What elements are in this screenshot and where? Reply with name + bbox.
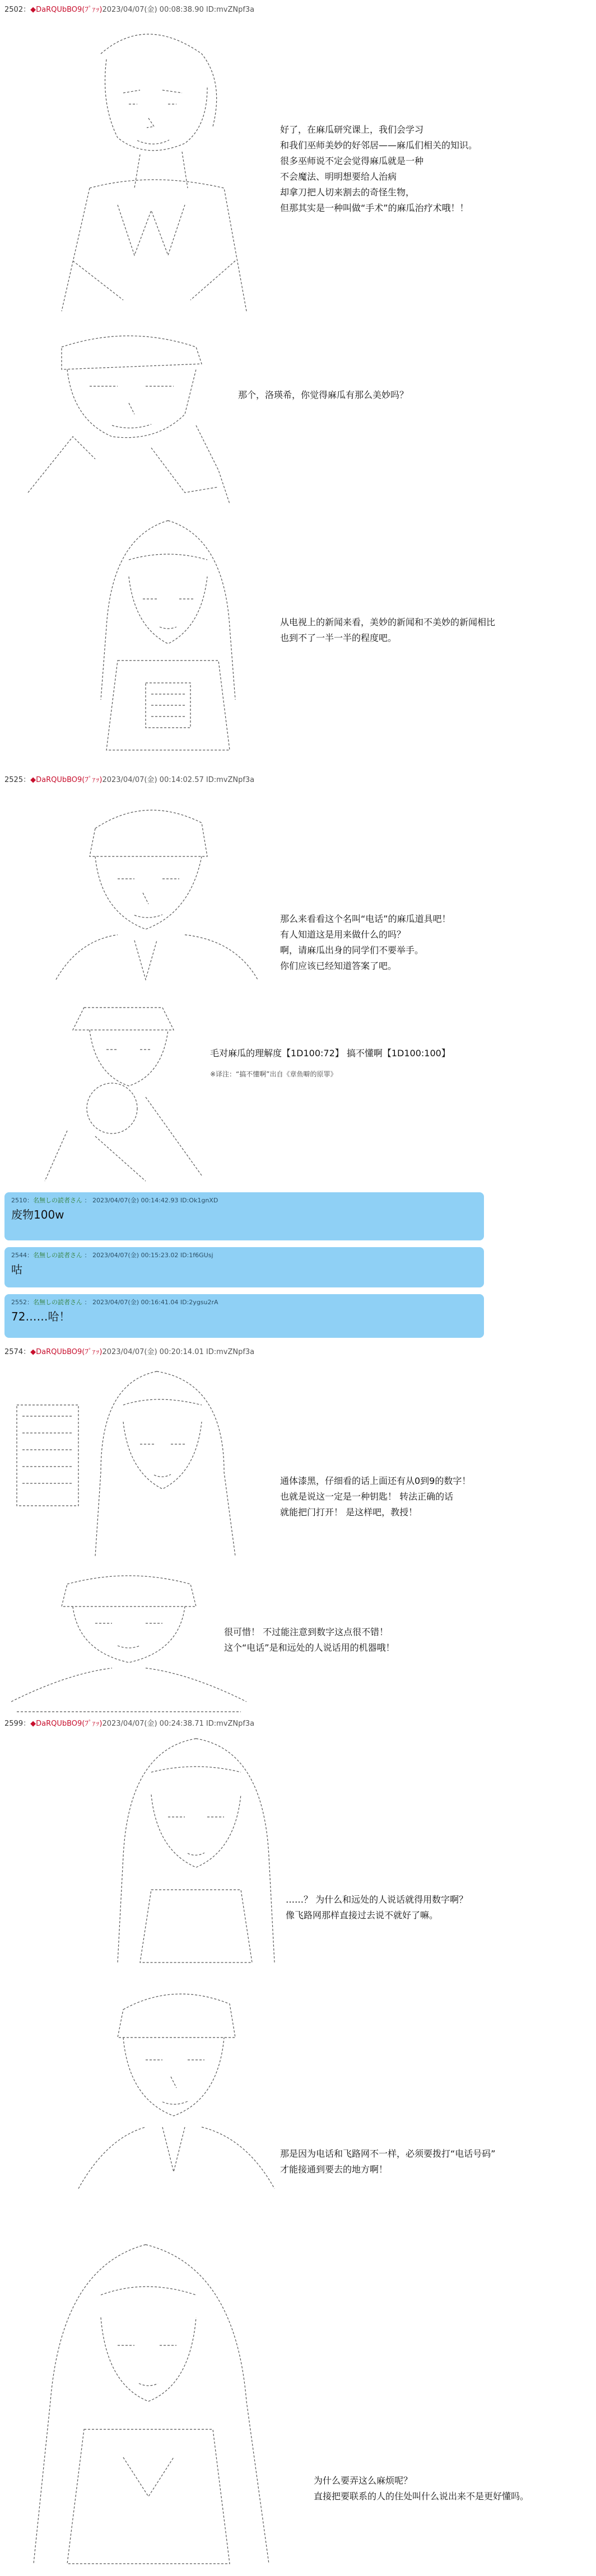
ascii-art-character: [56, 1982, 291, 2194]
poster-trip: ﾌﾟｧｯ): [85, 776, 103, 784]
post-datetime: 2023/04/07(金) 00:24:38.71: [102, 1720, 204, 1728]
reply-meta: 2552：名無しの読者さん ： 2023/04/07(金) 00:16:41.04 ID:2ygsu2rA: [11, 1299, 218, 1306]
ascii-art-character: [11, 1567, 246, 1713]
dialogue-line: 通体漆黑，仔细看的话上面还有从0到9的数字！: [280, 1476, 471, 1486]
post-header: 2574：◆DaRQUbBO9(ﾌﾟｧｯ)2023/04/07(金) 00:20:14.01 ID:mvZNpf3a: [4, 1348, 255, 1356]
post-datetime: 2023/04/07(金) 00:08:38.90: [102, 6, 204, 14]
dialogue-line: 像飞路网那样直接过去说不就好了嘛。: [286, 1910, 439, 1921]
dialogue-panel-5: [210, 1046, 450, 1061]
reply-meta: 2544：名無しの読者さん ： 2023/04/07(金) 00:15:23.02 ID:1f6GUsj: [11, 1252, 213, 1259]
post-id[interactable]: ID:mvZNpf3a: [206, 776, 255, 784]
dialogue-panel-3: [280, 615, 495, 646]
post-header: 2599：◆DaRQUbBO9(ﾌﾟｧｯ)2023/04/07(金) 00:24:38.71 ID:mvZNpf3a: [4, 1720, 255, 1728]
dialogue-panel-9: [280, 2146, 496, 2177]
dialogue-line: 有人知道这是用来做什么的吗？: [280, 929, 406, 940]
dialogue-panel-10: [314, 2473, 529, 2504]
reply-number[interactable]: 2544: [11, 1252, 27, 1259]
dialogue-line: 那个，洛瑛希，你觉得麻瓜有那么美妙吗？: [238, 390, 409, 400]
dialogue-panel-8: [286, 1892, 468, 1923]
reader-reply[interactable]: [4, 1294, 484, 1338]
dialogue-line: 也到不了一半一半的程度吧。: [280, 633, 397, 643]
ascii-art-character: [22, 20, 269, 322]
trip-diamond: ◆: [30, 6, 36, 14]
post-number[interactable]: 2525: [4, 776, 24, 784]
reply-datetime: 2023/04/07(金) 00:15:23.02: [92, 1252, 179, 1259]
dialogue-line: ……？ 为什么和远处的人说话就得用数字啊？: [286, 1894, 468, 1905]
dialogue-line: 好了，在麻瓜研究课上，我们会学习: [280, 124, 424, 135]
dialogue-line: 和我们巫师美妙的好邻居——麻瓜们相关的知识。: [280, 140, 478, 151]
post-header: 2502：◆DaRQUbBO9(ﾌﾟｧｯ)2023/04/07(金) 00:08:38.90 ID:mvZNpf3a: [4, 6, 255, 14]
dialogue-panel-4: [280, 911, 451, 974]
dialogue-panel-7: [224, 1624, 395, 1656]
poster-trip: ﾌﾟｧｯ): [85, 1348, 103, 1356]
dialogue-line: 就能把门打开！ 是这样吧，教授！: [280, 1507, 418, 1518]
poster-trip: ﾌﾟｧｯ): [85, 1720, 103, 1728]
post-number[interactable]: 2502: [4, 6, 24, 14]
post-datetime: 2023/04/07(金) 00:20:14.01: [102, 1348, 204, 1356]
poster-name: DaRQUbBO9(: [36, 1720, 85, 1728]
reply-text: 72……哈！: [11, 1310, 71, 1323]
reader-reply[interactable]: [4, 1192, 484, 1240]
dialogue-line: 也就是说这一定是一种钥匙！ 转法正确的话: [280, 1491, 454, 1502]
translator-note: ※译注：“搞不懂啊”出自《章鱼噼的原罪》: [210, 1070, 337, 1078]
ascii-art-character: [67, 1733, 325, 1968]
reply-datetime: 2023/04/07(金) 00:14:42.93: [92, 1197, 179, 1204]
post-number[interactable]: 2574: [4, 1348, 24, 1356]
dialogue-line: 那是因为电话和飞路网不一样，必须要拨打“电话号码”: [280, 2148, 496, 2159]
reply-id[interactable]: ID:2ygsu2rA: [180, 1299, 218, 1306]
ascii-art-character: [11, 2233, 302, 2569]
poster-trip: ﾌﾟｧｯ): [85, 6, 103, 14]
trip-diamond: ◆: [30, 776, 36, 784]
poster-name: DaRQUbBO9(: [36, 6, 85, 14]
dialogue-line: 你们应该已经知道答案了吧。: [280, 961, 397, 971]
dialogue-line: 为什么要弄这么麻烦呢？: [314, 2475, 413, 2486]
trip-diamond: ◆: [30, 1720, 36, 1728]
dialogue-line: 那么来看看这个名叫“电话”的麻瓜道具吧！: [280, 914, 451, 924]
ascii-art-character: [11, 1360, 258, 1562]
post-id[interactable]: ID:mvZNpf3a: [206, 6, 255, 14]
reply-text: 废物100w: [11, 1208, 64, 1221]
reply-number[interactable]: 2510: [11, 1197, 27, 1204]
dialogue-line: 这个“电话”是和远处的人说话用的机器哦！: [224, 1642, 395, 1653]
dialogue-line: 却拿刀把人切来割去的奇怪生物，: [280, 187, 415, 198]
dialogue-line: 才能接通到要去的地方啊！: [280, 2164, 388, 2175]
post-number[interactable]: 2599: [4, 1720, 24, 1728]
dialogue-line: 啊，请麻瓜出身的同学们不要举手。: [280, 945, 424, 956]
dialogue-panel-2: [238, 387, 408, 403]
poster-name: DaRQUbBO9(: [36, 1348, 85, 1356]
reply-number[interactable]: 2552: [11, 1299, 27, 1306]
dialogue-line: 毛对麻瓜的理解度【1D100:72】 搞不懂啊【1D100:100】: [210, 1048, 450, 1058]
ascii-art-character: [62, 515, 274, 767]
reply-name: 名無しの読者さん: [33, 1299, 82, 1306]
reply-id[interactable]: ID:1f6GUsj: [180, 1252, 213, 1259]
reply-name: 名無しの読者さん: [33, 1252, 82, 1259]
post-header: 2525：◆DaRQUbBO9(ﾌﾟｧｯ)2023/04/07(金) 00:14:02.57 ID:mvZNpf3a: [4, 776, 255, 784]
dialogue-line: 直接把要联系的人的住处叫什么说出来不是更好懂吗。: [314, 2491, 529, 2502]
reader-reply[interactable]: [4, 1247, 484, 1287]
dialogue-panel-6: [280, 1473, 471, 1520]
reply-text: 咕: [11, 1263, 22, 1276]
ascii-art-character: [34, 996, 213, 1187]
dialogue-line: 但那其实是一种叫做“手术”的麻瓜治疗术哦！！: [280, 203, 469, 213]
dialogue-line: 不会魔法、明明想要给人治病: [280, 171, 397, 182]
reply-meta: 2510：名無しの読者さん ： 2023/04/07(金) 00:14:42.93 ID:Ok1gnXD: [11, 1197, 218, 1204]
poster-name: DaRQUbBO9(: [36, 776, 85, 784]
post-id[interactable]: ID:mvZNpf3a: [206, 1720, 255, 1728]
trip-diamond: ◆: [30, 1348, 36, 1356]
dialogue-line: 很可惜！ 不过能注意到数字这点很不错！: [224, 1627, 389, 1637]
dialogue-line: 很多巫师说不定会觉得麻瓜就是一种: [280, 156, 424, 166]
post-id[interactable]: ID:mvZNpf3a: [206, 1348, 255, 1356]
ascii-art-character: [34, 795, 269, 985]
dialogue-line: 从电视上的新闻来看，美妙的新闻和不美妙的新闻相比: [280, 617, 496, 627]
post-datetime: 2023/04/07(金) 00:14:02.57: [102, 776, 204, 784]
reply-id[interactable]: ID:Ok1gnXD: [180, 1197, 218, 1204]
dialogue-panel-1: [280, 122, 477, 216]
reply-name: 名無しの読者さん: [33, 1197, 82, 1204]
ascii-art-character: [17, 325, 263, 509]
reply-datetime: 2023/04/07(金) 00:16:41.04: [92, 1299, 179, 1306]
